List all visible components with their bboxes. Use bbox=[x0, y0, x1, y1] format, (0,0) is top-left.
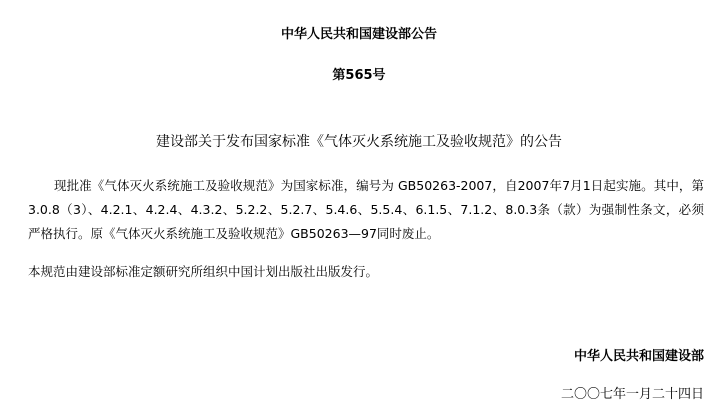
announcement-number: 第565号 bbox=[332, 68, 386, 83]
signature-organization: 中华人民共和国建设部 bbox=[573, 349, 704, 364]
body-paragraph-approval: 现批准《气体灭火系统施工及验收规范》为国家标准，编号为 GB50263-2007，自2007年7月1日起实施。其中，第3.0.8（3）、4.2.1、4.2.4、4.3.2、5.2.2、5.2.7、5.4.6、5.5.4、6.1.5、7.1.2、8.0.3条（款）为强制性条文，必须严格执行。原《气体灭火系统施工及验收规范》GB50263—97同时废止。 bbox=[28, 178, 704, 241]
document-title: 中华人民共和国建设部公告 bbox=[280, 27, 437, 42]
signature-date: 二〇〇七年一月二十四日 bbox=[560, 387, 704, 402]
announcement-subtitle: 建设部关于发布国家标准《气体灭火系统施工及验收规范》的公告 bbox=[156, 134, 562, 150]
body-paragraph-publisher: 本规范由建设部标准定额研究所组织中国计划出版社出版发行。 bbox=[28, 264, 379, 279]
